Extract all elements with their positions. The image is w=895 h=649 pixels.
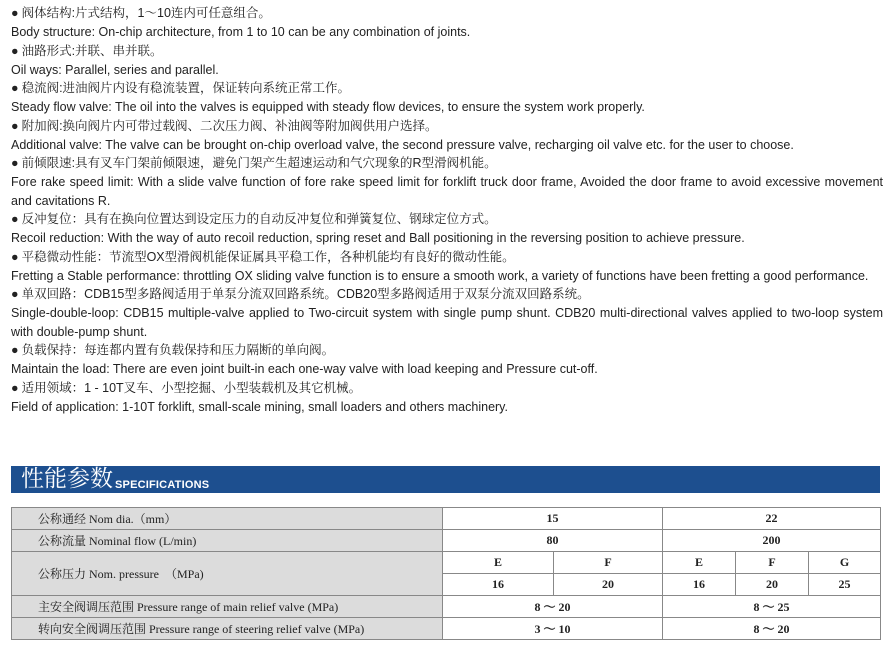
feature-en: Body structure: On-chip architecture, from 1 to 10 can be any combination of joints. [11, 25, 471, 39]
feature-additional-valve [11, 117, 883, 155]
table-row-nom-dia [12, 508, 881, 530]
cell-value: 16 [443, 574, 554, 596]
cell-value: 20 [736, 574, 809, 596]
cell-value: 15 [443, 508, 663, 530]
feature-en: Single-double-loop: CDB15 multiple-valve applied to Two-circuit system with single pump shunt. CDB20 multi-directional valves applied to two-loop system with double-pump shunt. [11, 306, 883, 339]
bullet-icon: ● [11, 380, 19, 395]
feature-body-structure [11, 4, 883, 42]
row-label: 主安全阀调压范围 Pressure range of main relief valve (MPa) [12, 596, 443, 618]
cell-value: 25 [809, 574, 881, 596]
cell-header: F [736, 552, 809, 574]
cell-value: 80 [443, 530, 663, 552]
row-label: 公称压力 Nom. pressure （MPa) [12, 552, 443, 596]
feature-zh: 反冲复位：具有在换向位置达到设定压力的自动反冲复位和弹簧复位、钢球定位方式。 [21, 212, 497, 226]
bullet-icon: ● [11, 118, 19, 133]
table-row-nom-flow [12, 530, 881, 552]
feature-en: Fretting a Stable performance: throttling OX sliding valve function is to ensure a smooth work, a variety of functions have been fretting a good performance. [11, 268, 869, 283]
feature-zh: 附加阀:换向阀片内可带过载阀、二次压力阀、补油阀等附加阀供用户选择。 [21, 118, 438, 133]
features-list [11, 4, 883, 416]
row-label: 转向安全阀调压范围 Pressure range of steering relief valve (MPa) [12, 618, 443, 640]
specifications-table [11, 507, 881, 640]
cell-header: E [443, 552, 554, 574]
feature-zh: 稳流阀:进油阀片内设有稳流装置，保证转向系统正常工作。 [21, 81, 351, 95]
feature-en: Fore rake speed limit: With a slide valve function of fore rake speed limit for forklift truck door frame, Avoided the door frame to avoid excessive movement and cavitations R. [11, 175, 883, 208]
feature-field-of-application [11, 379, 883, 417]
cell-header: F [554, 552, 663, 574]
bullet-icon: ● [11, 6, 19, 20]
cell-value: 16 [663, 574, 736, 596]
bullet-icon: ● [11, 343, 19, 357]
feature-recoil-reduction [11, 210, 883, 248]
feature-single-double-loop [11, 285, 883, 341]
bullet-icon: ● [11, 156, 19, 170]
row-label: 公称通经 Nom dia.（mm） [12, 508, 443, 530]
bullet-icon: ● [11, 81, 19, 95]
feature-zh: 前倾限速:具有叉车门架前倾限速，避免门架产生超速运动和气穴现象的R型滑阀机能。 [21, 156, 497, 170]
feature-zh: 单双回路：CDB15型多路阀适用于单泵分流双回路系统。CDB20型多路阀适用于双泵分流双回路系统。 [21, 287, 590, 301]
feature-en: Steady flow valve: The oil into the valves is equipped with steady flow devices, to ensure the system work properly. [11, 100, 645, 114]
row-label: 公称流量 Nominal flow (L/min) [12, 530, 443, 552]
feature-zh: 阀体结构:片式结构，1～10连内可任意组合。 [21, 6, 271, 20]
table-row-nom-pressure-headers [12, 552, 881, 574]
specifications-header [11, 466, 880, 493]
feature-oil-ways [11, 42, 883, 80]
cell-value: 200 [663, 530, 881, 552]
cell-header: G [809, 552, 881, 574]
cell-value: 8 ～ 20 [443, 596, 663, 618]
cell-value: 3 ～ 10 [443, 618, 663, 640]
feature-steady-flow-valve [11, 79, 883, 117]
bullet-icon: ● [11, 249, 19, 264]
feature-maintain-load [11, 341, 883, 379]
specifications-title-en: SPECIFICATIONS [115, 479, 210, 491]
feature-en: Additional valve: The valve can be brought on-chip overload valve, the second pressure valve, recharging oil valve etc. for the user to choose. [11, 137, 794, 152]
table-row-steering-relief [12, 618, 881, 640]
feature-en: Oil ways: Parallel, series and parallel. [11, 62, 219, 77]
feature-stable-performance [11, 248, 883, 286]
cell-value: 22 [663, 508, 881, 530]
feature-zh: 油路形式:并联、串并联。 [21, 43, 163, 58]
feature-fore-rake-speed-limit [11, 154, 883, 210]
specifications-title-zh: 性能参数 [21, 466, 113, 492]
feature-zh: 适用领域：1 - 10T叉车、小型挖掘、小型装载机及其它机械。 [21, 380, 362, 395]
cell-value: 8 ～ 25 [663, 596, 881, 618]
feature-zh: 负载保持：每连都内置有负载保持和压力隔断的单向阀。 [21, 343, 335, 357]
cell-value: 8 ～ 20 [663, 618, 881, 640]
feature-en: Field of application: 1-10T forklift, small-scale mining, small loaders and others machinery. [11, 399, 508, 414]
table-row-main-relief [12, 596, 881, 618]
bullet-icon: ● [11, 287, 19, 301]
cell-header: E [663, 552, 736, 574]
bullet-icon: ● [11, 43, 19, 58]
feature-zh: 平稳微动性能：节流型OX型滑阀机能保证属具平稳工作，各种机能均有良好的微动性能。 [21, 249, 515, 264]
feature-en: Recoil reduction: With the way of auto recoil reduction, spring reset and Ball positioning in the reversing position to achieve pressure. [11, 231, 745, 245]
feature-en: Maintain the load: There are even joint built-in each one-way valve with load keeping and Pressure cut-off. [11, 362, 598, 376]
bullet-icon: ● [11, 212, 19, 226]
cell-value: 20 [554, 574, 663, 596]
